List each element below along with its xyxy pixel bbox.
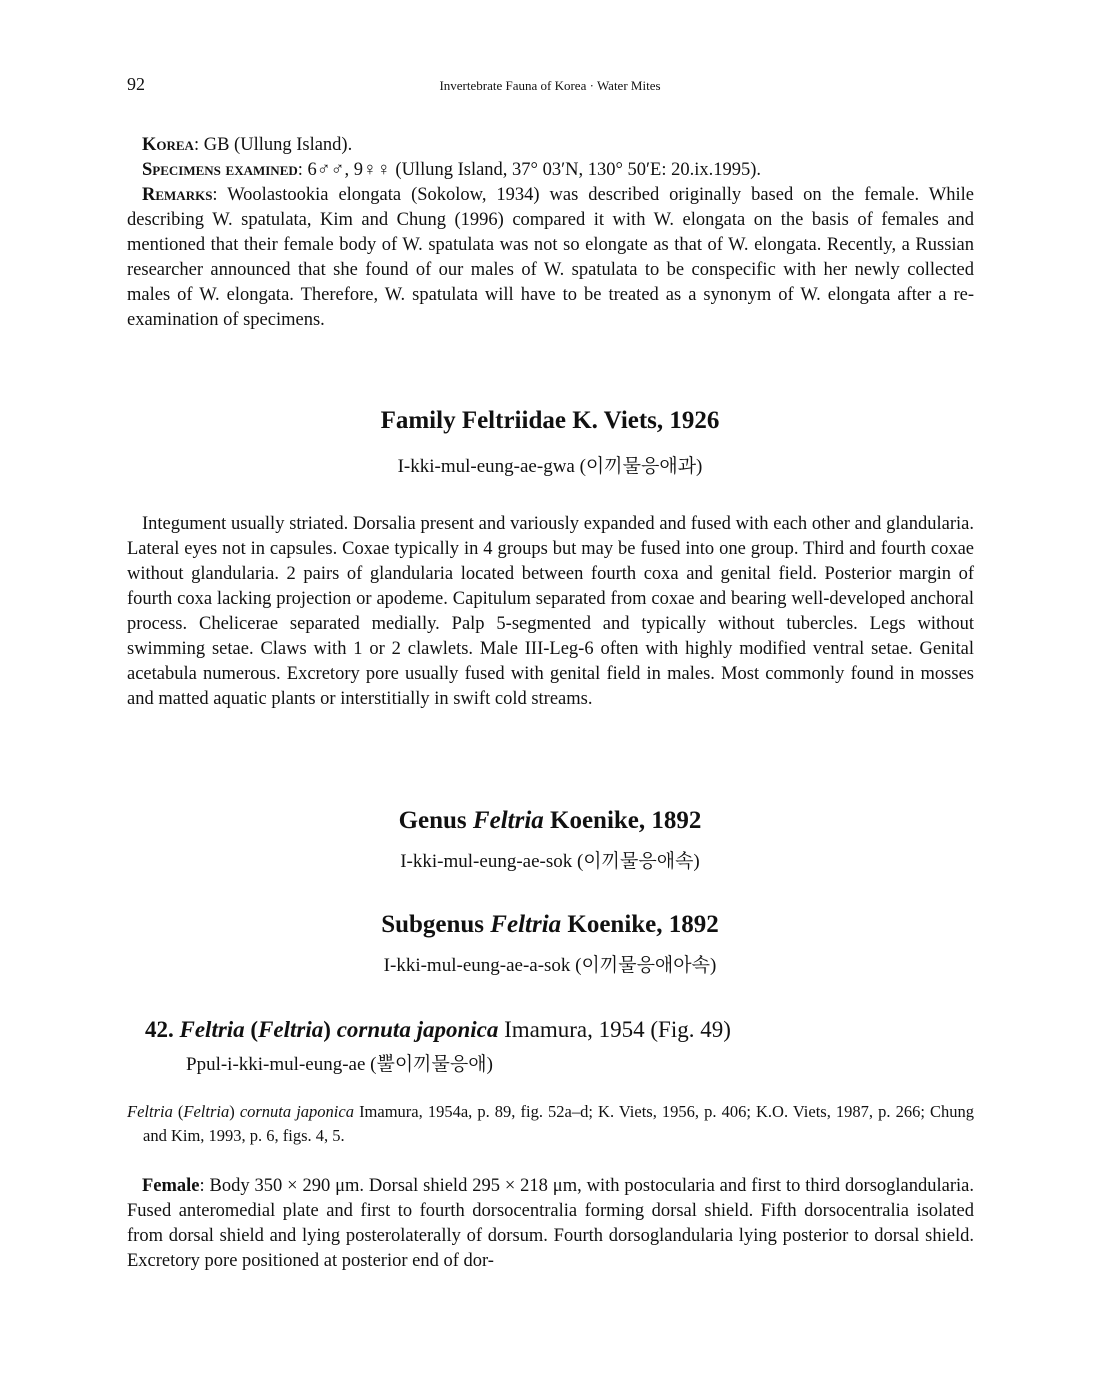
subgenus-korean-name: I-kki-mul-eung-ae-a-sok (이끼물응애아속) — [383, 955, 717, 976]
subgenus-name: Feltria — [490, 911, 562, 938]
family-heading: Family Feltriidae K. Viets, 1926 — [380, 407, 720, 434]
species-korean-name: Ppul-i-kki-mul-eung-ae (뿔이끼물응애) — [186, 1054, 493, 1075]
synonymy-epithet: cornuta japonica — [239, 1102, 354, 1121]
genus-korean-name: I-kki-mul-eung-ae-sok (이끼물응애속) — [400, 851, 700, 872]
species-subgenus: Feltria — [258, 1017, 324, 1042]
female-text: : Body 350 × 290 μm. Dorsal shield 295 × 218 μm, with postocularia and first to third dorsoglandularia. Fused anteromedial plate and first to fourth dorsocentralia forming dorsal shield. Fifth dorsocentralia isolated from dorsal shield and lying posterolaterally of dorsum. Fourth dorsoglandularia lying posterior to dorsal shield. Excretory pore positioned at posterior end of dor- — [127, 1176, 974, 1271]
remarks-label: Remarks — [142, 185, 213, 205]
female-label: Female — [142, 1176, 200, 1196]
page-number: 92 — [127, 74, 145, 94]
species-epithet: cornuta japonica — [336, 1017, 499, 1042]
family-description: Integument usually striated. Dorsalia present and variously expanded and fused with each other and glandularia. Lateral eyes not in capsules. Coxae typically in 4 groups but may be fused into one group. Third and fourth coxae without glandularia. 2 pairs of glandularia located between fourth coxa and genital field. Posterior margin of fourth coxa lacking projection or apodeme. Capitulum separated from coxae and bearing well-developed anchoral process. Chelicerae separated medially. Palp 5-segmented and typically without tubercles. Legs without swimming setae. Claws with 1 or 2 clawlets. Male III-Leg-6 often with highly modified ventral setae. Genital acetabula numerous. Excretory pore usually fused with genital field in males. Most commonly found in mosses and matted aquatic plants or interstitially in swift cold streams. — [127, 514, 974, 709]
korea-text: : GB (Ullung Island). — [193, 135, 353, 155]
synonymy-entry: Feltria (Feltria) cornuta japonica Imamura, 1954a, p. 89, fig. 52a–d; K. Viets, 1956, p. 406; K.O. Viets, 1987, p. 266; Chung and Kim, 1993, p. 6, figs. 4, 5. — [127, 1102, 974, 1145]
species-author: Imamura, 1954 — [504, 1017, 645, 1042]
specimens-line — [127, 158, 974, 183]
genus-name: Feltria — [472, 807, 544, 834]
female-description — [127, 1174, 974, 1274]
species-number: 42. — [145, 1017, 174, 1042]
synonymy-references: Imamura, 1954a, p. 89, fig. 52a–d; K. Viets, 1956, p. 406; K.O. Viets, 1987, p. 266; Chung and Kim, 1993, p. 6, figs. 4, 5. — [143, 1102, 974, 1145]
subgenus-author: Koenike, 1892 — [567, 911, 719, 938]
korea-label: Korea — [142, 135, 194, 155]
species-figure-ref: (Fig. 49) — [650, 1017, 731, 1042]
species-genus: Feltria — [179, 1017, 245, 1042]
running-head: Invertebrate Fauna of Korea · Water Mites — [439, 78, 661, 93]
genus-heading — [0, 807, 1100, 835]
remarks-text: Woolastookia elongata (Sokolow, 1934) was described originally based on the female. While describing W. spatulata, Kim and Chung (1996) compared it with W. elongata on the basis of females and mentioned that their female body of W. spatulata was not so elongate as that of W. elongata. Recently, a Russian researcher announced that she found of our males of W. spatulata to be conspecific with her newly collected males of W. elongata. Therefore, W. spatulata will have to be treated as a synonym of W. elongata after a re-examination of specimens. — [127, 185, 974, 330]
specimens-label: Specimens examined — [142, 160, 298, 180]
remarks-paragraph: Remarks: Woolastookia elongata (Sokolow, 1934) was described originally based on the female. While describing W. spatulata, Kim and Chung (1996) compared it with W. elongata on the basis of females and mentioned that their female body of W. spatulata was not so elongate as that of W. elongata. Recently, a Russian researcher announced that she found of our males of W. spatulata to be conspecific with her newly collected males of W. elongata. Therefore, W. spatulata will have to be treated as a synonym of W. elongata after a re-examination of specimens. — [127, 185, 974, 330]
genus-author: Koenike, 1892 — [550, 807, 702, 834]
species-title: 42. Feltria (Feltria) cornuta japonica Imamura, 1954 (Fig. 49) — [145, 1017, 731, 1042]
subgenus-heading — [0, 911, 1100, 939]
genus-prefix: Genus — [398, 807, 467, 834]
synonymy-genus: Feltria — [127, 1102, 173, 1121]
subgenus-prefix: Subgenus — [381, 911, 485, 938]
synonymy-subgenus: Feltria — [183, 1102, 230, 1121]
previous-species-notes — [127, 133, 974, 333]
korea-line — [127, 133, 974, 158]
specimens-text: : 6♂♂, 9♀♀ (Ullung Island, 37° 03′N, 130° 50′E: 20.ix.1995). — [297, 160, 762, 180]
family-korean-name: I-kki-mul-eung-ae-gwa (이끼물응애과) — [397, 456, 703, 477]
